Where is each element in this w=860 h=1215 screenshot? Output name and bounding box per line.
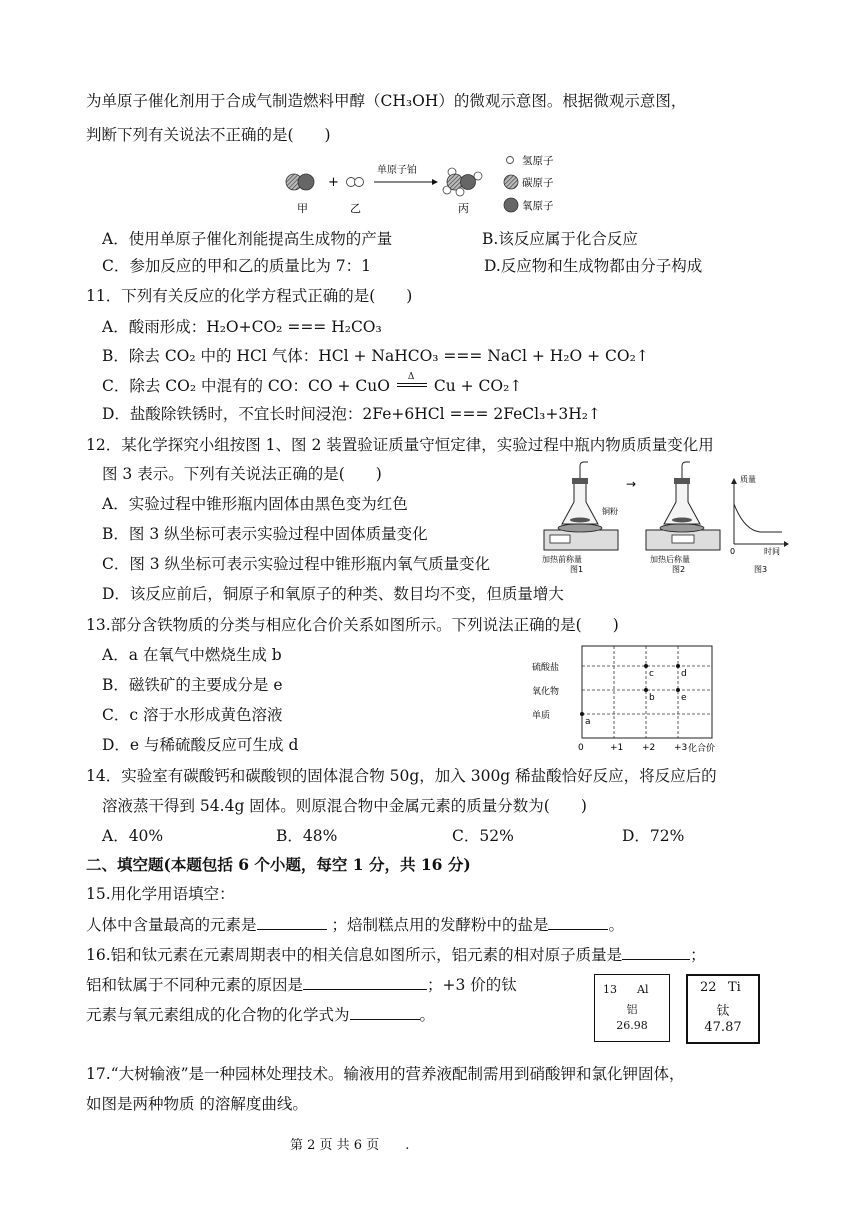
data-label-d: d — [681, 669, 687, 679]
q13-valence-chart — [530, 640, 730, 756]
q15-stem: 15.用化学用语填空： — [86, 885, 235, 903]
q14-option-c: C．52% — [452, 827, 514, 845]
q16-line3: 元素与氧元素组成的化合物的化学式为 。 — [86, 1006, 436, 1024]
chart-frame — [582, 646, 712, 738]
catalyst-label: 单原子铂 — [377, 165, 417, 176]
q12-option-b: B．图 3 纵坐标可表示实验过程中固体质量变化 — [102, 525, 428, 543]
legend-hydrogen: 氢原子 — [522, 155, 554, 167]
ti-symbol: Ti — [728, 980, 741, 995]
data-label-b: b — [649, 693, 655, 703]
legend-hydrogen-icon — [507, 157, 514, 164]
molecule-jia — [286, 174, 314, 190]
q14-option-a: A．40% — [102, 827, 164, 845]
page-footer: 第 2 页 共 6 页 . — [290, 1138, 410, 1153]
q13-option-d: D．e 与稀硫酸反应可生成 d — [102, 736, 299, 754]
q12-option-d: D．该反应前后，铜原子和氧原子的种类、数目均不变，但质量增大 — [102, 585, 564, 603]
q11-option-b: B．除去 CO₂ 中的 HCl 气体：HCl + NaHCO₃ === NaCl + H₂O + CO₂↑ — [102, 347, 649, 365]
q12-option-a: A．实验过程中锥形瓶内固体由黑色变为红色 — [102, 495, 408, 513]
label-bing: 丙 — [458, 202, 469, 215]
ti-name: 钛 — [716, 1004, 730, 1019]
fig3-mass-graph — [730, 474, 789, 574]
label-yi: 乙 — [350, 202, 361, 215]
answer-blank-2[interactable] — [548, 914, 608, 930]
q10-intro-line1: 为单原子催化剂用于合成气制造燃料甲醇（CH₃OH）的微观示意图。根据微观示意图， — [86, 92, 687, 110]
q13-option-c: C．c 溶于水形成黄色溶液 — [102, 706, 283, 724]
legend-oxygen-icon — [504, 198, 518, 212]
q14-option-b: B．48% — [276, 827, 338, 845]
data-point-c — [644, 664, 648, 668]
q16-line1: 16.铝和钛元素在元素周期表中的相关信息如图所示，铝元素的相对原子质量是 ； — [86, 946, 706, 964]
y-tick-label: 硫酸盐 — [532, 663, 560, 673]
answer-blank-3[interactable] — [622, 944, 690, 960]
y-tick-label: 氧化物 — [532, 687, 560, 697]
titanium-element-card — [686, 974, 760, 1044]
answer-blank-5[interactable] — [350, 1004, 420, 1020]
fig2-caption: 加热后称量 — [650, 555, 690, 564]
fig3-origin: 0 — [730, 547, 736, 556]
q11-option-c: C．除去 CO₂ 中混有的 CO：CO + CuO Δ Cu + CO₂↑ — [102, 375, 522, 396]
al-atomic-number: 13 — [603, 983, 617, 996]
x-tick-label: +3 — [674, 743, 688, 753]
q16-line2: 铝和钛属于不同种元素的原因是 ；+3 价的钛 — [86, 976, 517, 994]
q14-stem-line1: 14．实验室有碳酸钙和碳酸钡的固体混合物 50g，加入 300g 稀盐酸恰好反应，将反应后的 — [86, 767, 717, 785]
arrow-icon: → — [626, 477, 637, 491]
fig3-y-label: 质量 — [740, 475, 756, 484]
q14-option-d: D．72% — [622, 827, 685, 845]
q13-stem: 13.部分含铁物质的分类与相应化合价关系如图所示。下列说法正确的是( ) — [86, 616, 619, 634]
x-tick-label: +1 — [610, 743, 624, 753]
q10-option-a: A．使用单原子催化剂能提高生成物的产量 — [102, 230, 393, 248]
oxygen-atom-icon — [298, 174, 314, 190]
molecule-yi — [347, 178, 364, 187]
q10-option-b: B.该反应属于化合反应 — [482, 230, 638, 248]
y-tick-label: 单质 — [532, 711, 551, 721]
plus-sign: + — [328, 175, 339, 190]
answer-blank-1[interactable] — [257, 914, 327, 930]
q15-line: 人体中含量最高的元素是 ；焙制糕点用的发酵粉中的盐是 。 — [86, 916, 624, 934]
ti-atomic-mass: 47.87 — [704, 1020, 742, 1035]
q17-line1: 17.“大树输液”是一种园林处理技术。输液用的营养液配制需用到硝酸钾和氯化钾固体， — [86, 1065, 685, 1083]
q10-molecule-diagram — [280, 154, 580, 220]
q10-option-d: D.反应物和生成物都由分子构成 — [484, 257, 703, 275]
x-tick-label: 0 — [578, 743, 584, 753]
fig3-x-label: 时间 — [764, 547, 780, 556]
fig1-label: 图1 — [570, 565, 584, 574]
fig2-balance-flask — [646, 462, 720, 574]
q11-option-a: A．酸雨形成：H₂O+CO₂ === H₂CO₃ — [102, 318, 382, 336]
x-axis-title: 化合价 — [688, 744, 716, 754]
legend-carbon: 碳原子 — [522, 177, 554, 189]
data-point-e — [676, 688, 680, 692]
fig1-caption: 加热前称量 — [542, 555, 582, 564]
heat-condition: Δ — [407, 372, 415, 382]
q12-apparatus-figure — [540, 460, 790, 575]
legend-carbon-icon — [504, 175, 518, 189]
al-atomic-mass: 26.98 — [616, 1019, 648, 1032]
fig1-balance-flask — [542, 462, 618, 574]
legend-oxygen: 氧原子 — [522, 200, 554, 212]
al-symbol: Al — [637, 983, 649, 996]
fig3-label: 图3 — [754, 565, 768, 574]
data-label-a: a — [585, 717, 591, 727]
q12-stem-line2: 图 3 表示。下列有关说法正确的是( ) — [102, 465, 382, 483]
data-point-b — [644, 688, 648, 692]
molecule-bing — [443, 168, 482, 196]
q14-stem-line2: 溶液蒸干得到 54.4g 固体。则原混合物中金属元素的质量分数为( ) — [102, 797, 587, 815]
al-name: 铝 — [626, 1003, 638, 1016]
q11-option-d: D．盐酸除铁锈时，不宜长时间浸泡：2Fe+6HCl === 2FeCl₃+3H₂↑ — [102, 405, 601, 423]
q12-option-c: C．图 3 纵坐标可表示实验过程中锥形瓶内氧气质量变化 — [102, 555, 491, 573]
q10-option-c: C．参加反应的甲和乙的质量比为 7：1 — [102, 257, 372, 275]
answer-blank-4[interactable] — [303, 974, 427, 990]
ti-atomic-number: 22 — [700, 980, 717, 995]
data-point-d — [676, 664, 680, 668]
fig2-label: 图2 — [672, 565, 686, 574]
data-label-e: e — [681, 693, 687, 703]
hydrogen-atom-icon — [355, 178, 364, 187]
data-point-a — [580, 712, 584, 716]
q13-option-b: B．磁铁矿的主要成分是 e — [102, 676, 283, 694]
label-jia: 甲 — [297, 202, 308, 215]
section2-heading: 二、填空题(本题包括 6 个小题，每空 1 分，共 16 分) — [86, 855, 471, 874]
q10-intro-line2: 判断下列有关说法不正确的是( ) — [86, 126, 331, 144]
q11-stem: 11．下列有关反应的化学方程式正确的是( ) — [86, 287, 413, 305]
copper-powder-label: 铜粉 — [602, 507, 618, 516]
q17-line2: 如图是两种物质 的溶解度曲线。 — [86, 1095, 308, 1113]
aluminum-element-card — [594, 974, 670, 1042]
x-tick-label: +2 — [642, 743, 656, 753]
q12-stem-line1: 12．某化学探究小组按图 1、图 2 装置验证质量守恒定律，实验过程中瓶内物质质量变化用 — [86, 436, 714, 454]
data-label-c: c — [649, 669, 654, 679]
q13-option-a: A．a 在氧气中燃烧生成 b — [102, 646, 282, 664]
